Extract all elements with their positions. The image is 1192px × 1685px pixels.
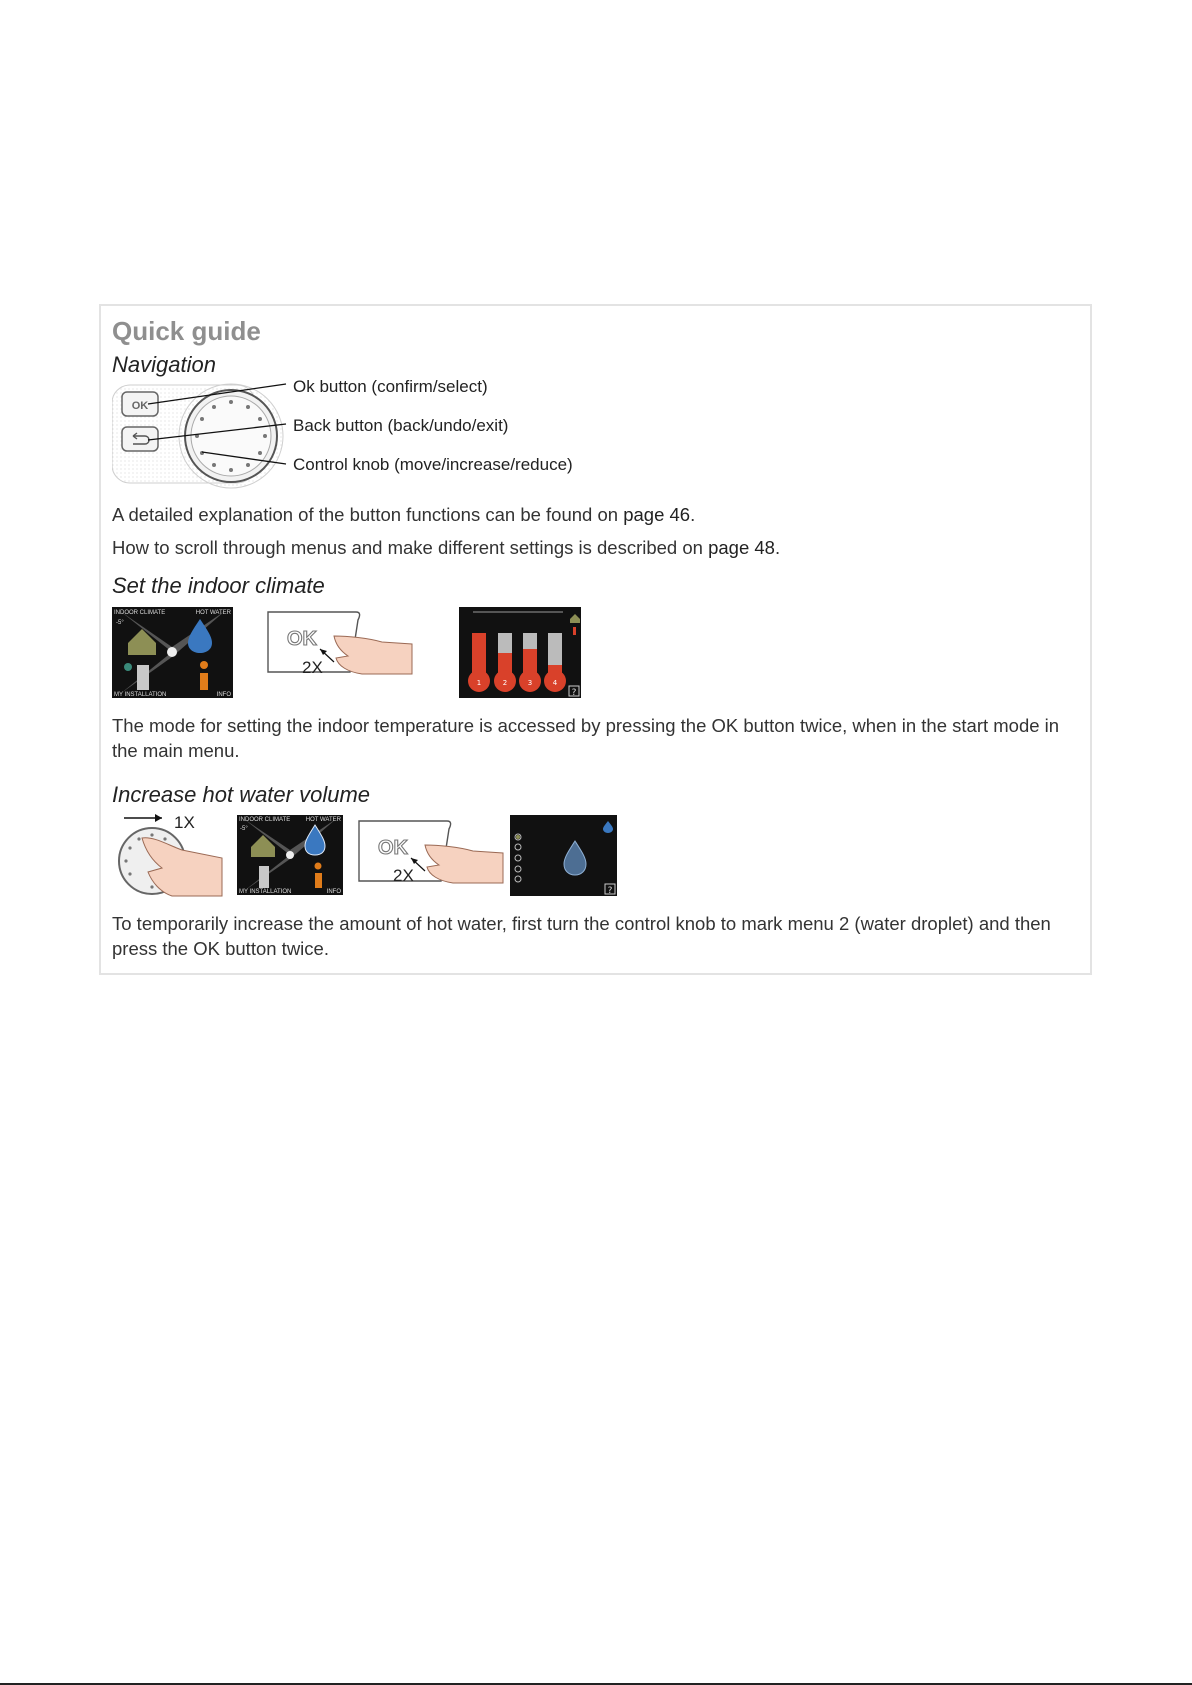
svg-text:3: 3 xyxy=(527,679,533,687)
ok-button-callout: Ok button (confirm/select) xyxy=(293,377,488,396)
ok-press-illustration xyxy=(264,608,416,680)
svg-text:INFO: INFO xyxy=(326,889,341,895)
scroll-paragraph: How to scroll through menus and make different settings is described on page 48. xyxy=(112,537,781,558)
info-icon xyxy=(315,863,322,870)
svg-text:MY INSTALLATION: MY INSTALLATION xyxy=(239,889,292,895)
svg-text:HOT WATER: HOT WATER xyxy=(305,817,341,823)
detail-paragraph: A detailed explanation of the button functions can be found on page 46. xyxy=(112,504,696,525)
press-count-indoor: 2X xyxy=(302,658,323,677)
svg-text:-5°: -5° xyxy=(116,620,124,626)
svg-text:?: ? xyxy=(571,688,577,698)
navigation-heading: Navigation xyxy=(112,352,216,377)
indoor-description: The mode for setting the indoor temperature is accessed by pressing the OK button twice, when in the start mode in the main menu. xyxy=(112,715,1060,761)
installation-icon xyxy=(137,665,149,690)
svg-text:4: 4 xyxy=(552,679,558,687)
hot-water-heading: Increase hot water volume xyxy=(112,782,371,807)
page-46-link[interactable]: page 46 xyxy=(623,504,691,525)
turn-count: 1X xyxy=(174,813,195,832)
page-48-link[interactable]: page 48 xyxy=(708,537,775,558)
info-icon xyxy=(200,661,208,669)
svg-text:HOT WATER: HOT WATER xyxy=(195,610,231,616)
press-count-hot-water: 2X xyxy=(393,866,414,885)
hot-water-screen xyxy=(510,815,617,896)
svg-text:INFO: INFO xyxy=(216,692,231,698)
svg-text:-5°: -5° xyxy=(240,826,248,832)
ok-press-illustration-hot-water xyxy=(355,817,507,889)
ok-key-label: OK xyxy=(287,628,317,650)
back-button-callout: Back button (back/undo/exit) xyxy=(293,416,509,435)
installation-icon xyxy=(259,866,269,888)
page-title: Quick guide xyxy=(112,316,261,346)
svg-text:1: 1 xyxy=(476,679,482,687)
temperature-screen xyxy=(459,607,581,698)
svg-text:2: 2 xyxy=(502,679,508,687)
svg-text:?: ? xyxy=(607,886,613,896)
hot-water-description: To temporarily increase the amount of hot water, first turn the control knob to mark menu 2 (water droplet) and then press the OK button twice. xyxy=(112,913,1051,959)
knob-turn-illustration xyxy=(112,810,224,900)
ok-key-label: OK xyxy=(131,400,149,412)
svg-text:INDOOR CLIMATE: INDOOR CLIMATE xyxy=(114,610,166,616)
svg-text:MY INSTALLATION: MY INSTALLATION xyxy=(114,692,167,698)
main-menu-screen-hot-water xyxy=(237,815,343,895)
svg-text:INDOOR CLIMATE: INDOOR CLIMATE xyxy=(239,817,291,823)
ok-key-label: OK xyxy=(378,837,408,859)
control-knob-callout: Control knob (move/increase/reduce) xyxy=(293,455,573,474)
thermometer-icon xyxy=(573,627,576,635)
main-menu-screen xyxy=(112,607,233,698)
indoor-climate-heading: Set the indoor climate xyxy=(112,573,325,598)
